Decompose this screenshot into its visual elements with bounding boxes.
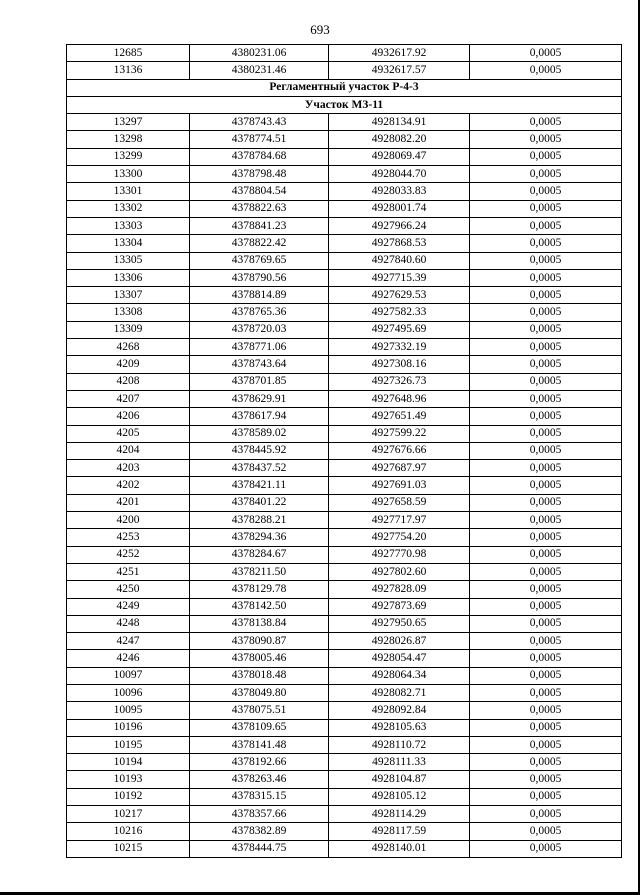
- table-row: [67, 840, 622, 857]
- point-number-cell: 13299: [67, 148, 190, 165]
- x-coordinate-cell: 4378294.36: [190, 529, 329, 546]
- x-coordinate-cell: 4378005.46: [190, 650, 329, 667]
- x-coordinate-cell: 4378804.54: [190, 183, 329, 200]
- point-number-cell: 4247: [67, 633, 190, 650]
- x-coordinate-cell: 4378444.75: [190, 840, 329, 857]
- y-coordinate-cell: 4927629.53: [329, 287, 470, 304]
- y-coordinate-cell: 4927495.69: [329, 321, 470, 338]
- value-cell: 0,0005: [470, 650, 622, 667]
- value-cell: 0,0005: [470, 45, 622, 62]
- table-main-rows: [67, 114, 622, 858]
- x-coordinate-cell: 4378589.02: [190, 425, 329, 442]
- value-cell: 0,0005: [470, 563, 622, 580]
- point-number-cell: 13308: [67, 304, 190, 321]
- y-coordinate-cell: 4927966.24: [329, 217, 470, 234]
- x-coordinate-cell: 4378192.66: [190, 754, 329, 771]
- table-row: [67, 494, 622, 511]
- section-title: Регламентный участок Р-4-3: [67, 79, 622, 96]
- value-cell: 0,0005: [470, 217, 622, 234]
- table-row: [67, 546, 622, 563]
- point-number-cell: 4249: [67, 598, 190, 615]
- y-coordinate-cell: 4928105.12: [329, 788, 470, 805]
- table-row: [67, 390, 622, 407]
- point-number-cell: 13303: [67, 217, 190, 234]
- point-number-cell: 4205: [67, 425, 190, 442]
- value-cell: 0,0005: [470, 373, 622, 390]
- value-cell: 0,0005: [470, 183, 622, 200]
- value-cell: 0,0005: [470, 408, 622, 425]
- x-coordinate-cell: 4378784.68: [190, 148, 329, 165]
- point-number-cell: 10215: [67, 840, 190, 857]
- point-number-cell: 13300: [67, 166, 190, 183]
- point-number-cell: 10096: [67, 684, 190, 701]
- point-number-cell: 10195: [67, 736, 190, 753]
- y-coordinate-cell: 4927332.19: [329, 339, 470, 356]
- x-coordinate-cell: 4378701.85: [190, 373, 329, 390]
- x-coordinate-cell: 4378769.65: [190, 252, 329, 269]
- point-number-cell: 4202: [67, 477, 190, 494]
- y-coordinate-cell: 4928104.87: [329, 771, 470, 788]
- table-row: [67, 598, 622, 615]
- y-coordinate-cell: 4928082.20: [329, 131, 470, 148]
- y-coordinate-cell: 4927687.97: [329, 460, 470, 477]
- point-number-cell: 4201: [67, 494, 190, 511]
- y-coordinate-cell: 4927840.60: [329, 252, 470, 269]
- table-row: [67, 771, 622, 788]
- table-row: [67, 148, 622, 165]
- subsection-title: Участок МЗ-11: [67, 96, 622, 113]
- y-coordinate-cell: 4928044.70: [329, 166, 470, 183]
- table-row: [67, 684, 622, 701]
- x-coordinate-cell: 4378814.89: [190, 287, 329, 304]
- value-cell: 0,0005: [470, 736, 622, 753]
- x-coordinate-cell: 4378138.84: [190, 615, 329, 632]
- x-coordinate-cell: 4378445.92: [190, 442, 329, 459]
- x-coordinate-cell: 4378720.03: [190, 321, 329, 338]
- table-row: [67, 425, 622, 442]
- table-row: [67, 339, 622, 356]
- point-number-cell: 13136: [67, 62, 190, 79]
- value-cell: 0,0005: [470, 460, 622, 477]
- value-cell: 0,0005: [470, 166, 622, 183]
- x-coordinate-cell: 4378288.21: [190, 512, 329, 529]
- value-cell: 0,0005: [470, 840, 622, 857]
- point-number-cell: 13307: [67, 287, 190, 304]
- point-number-cell: 13298: [67, 131, 190, 148]
- point-number-cell: 4251: [67, 563, 190, 580]
- point-number-cell: 4248: [67, 615, 190, 632]
- y-coordinate-cell: 4932617.57: [329, 62, 470, 79]
- y-coordinate-cell: 4928111.33: [329, 754, 470, 771]
- page-number: 693: [310, 22, 330, 37]
- y-coordinate-cell: 4927754.20: [329, 529, 470, 546]
- x-coordinate-cell: 4378263.46: [190, 771, 329, 788]
- table-row: [67, 114, 622, 131]
- y-coordinate-cell: 4928140.01: [329, 840, 470, 857]
- point-number-cell: 10217: [67, 806, 190, 823]
- table-row: [67, 581, 622, 598]
- x-coordinate-cell: 4378211.50: [190, 563, 329, 580]
- y-coordinate-cell: 4928064.34: [329, 667, 470, 684]
- table-row: [67, 408, 622, 425]
- value-cell: 0,0005: [470, 477, 622, 494]
- value-cell: 0,0005: [470, 252, 622, 269]
- value-cell: 0,0005: [470, 823, 622, 840]
- point-number-cell: 13302: [67, 200, 190, 217]
- table-row: [67, 702, 622, 719]
- y-coordinate-cell: 4927717.97: [329, 512, 470, 529]
- table-row: [67, 719, 622, 736]
- value-cell: 0,0005: [470, 200, 622, 217]
- point-number-cell: 4203: [67, 460, 190, 477]
- table-row: [67, 62, 622, 79]
- table-row: [67, 287, 622, 304]
- table-row: [67, 477, 622, 494]
- table-row: [67, 460, 622, 477]
- table-row: [67, 615, 622, 632]
- value-cell: 0,0005: [470, 771, 622, 788]
- x-coordinate-cell: 4378049.80: [190, 684, 329, 701]
- coordinates-table: [66, 44, 622, 858]
- y-coordinate-cell: 4928069.47: [329, 148, 470, 165]
- x-coordinate-cell: 4378142.50: [190, 598, 329, 615]
- x-coordinate-cell: 4378743.64: [190, 356, 329, 373]
- y-coordinate-cell: 4927651.49: [329, 408, 470, 425]
- x-coordinate-cell: 4378774.51: [190, 131, 329, 148]
- y-coordinate-cell: 4927691.03: [329, 477, 470, 494]
- table-row: [67, 754, 622, 771]
- table-row: [67, 200, 622, 217]
- section-row: [67, 79, 622, 96]
- value-cell: 0,0005: [470, 269, 622, 286]
- y-coordinate-cell: 4927326.73: [329, 373, 470, 390]
- x-coordinate-cell: 4378790.56: [190, 269, 329, 286]
- point-number-cell: 10194: [67, 754, 190, 771]
- point-number-cell: 10192: [67, 788, 190, 805]
- y-coordinate-cell: 4928092.84: [329, 702, 470, 719]
- x-coordinate-cell: 4378765.36: [190, 304, 329, 321]
- subsection-row: [67, 96, 622, 113]
- x-coordinate-cell: 4378141.48: [190, 736, 329, 753]
- y-coordinate-cell: 4928117.59: [329, 823, 470, 840]
- table-section-headers: [67, 79, 622, 114]
- value-cell: 0,0005: [470, 356, 622, 373]
- value-cell: 0,0005: [470, 114, 622, 131]
- y-coordinate-cell: 4927658.59: [329, 494, 470, 511]
- point-number-cell: 4206: [67, 408, 190, 425]
- table-row: [67, 45, 622, 62]
- point-number-cell: 10196: [67, 719, 190, 736]
- x-coordinate-cell: 4380231.46: [190, 62, 329, 79]
- value-cell: 0,0005: [470, 667, 622, 684]
- x-coordinate-cell: 4380231.06: [190, 45, 329, 62]
- y-coordinate-cell: 4928105.63: [329, 719, 470, 736]
- value-cell: 0,0005: [470, 425, 622, 442]
- table-row: [67, 166, 622, 183]
- y-coordinate-cell: 4927715.39: [329, 269, 470, 286]
- table-row: [67, 667, 622, 684]
- table-row: [67, 217, 622, 234]
- x-coordinate-cell: 4378075.51: [190, 702, 329, 719]
- point-number-cell: 13306: [67, 269, 190, 286]
- table-row: [67, 736, 622, 753]
- point-number-cell: 4250: [67, 581, 190, 598]
- table-row: [67, 373, 622, 390]
- x-coordinate-cell: 4378109.65: [190, 719, 329, 736]
- table-row: [67, 321, 622, 338]
- value-cell: 0,0005: [470, 806, 622, 823]
- x-coordinate-cell: 4378743.43: [190, 114, 329, 131]
- y-coordinate-cell: 4927770.98: [329, 546, 470, 563]
- table-row: [67, 304, 622, 321]
- point-number-cell: 4268: [67, 339, 190, 356]
- point-number-cell: 13301: [67, 183, 190, 200]
- y-coordinate-cell: 4927873.69: [329, 598, 470, 615]
- y-coordinate-cell: 4927868.53: [329, 235, 470, 252]
- x-coordinate-cell: 4378129.78: [190, 581, 329, 598]
- y-coordinate-cell: 4932617.92: [329, 45, 470, 62]
- table-row: [67, 823, 622, 840]
- point-number-cell: 4253: [67, 529, 190, 546]
- y-coordinate-cell: 4928026.87: [329, 633, 470, 650]
- y-coordinate-cell: 4927828.09: [329, 581, 470, 598]
- x-coordinate-cell: 4378822.42: [190, 235, 329, 252]
- table-row: [67, 512, 622, 529]
- point-number-cell: 4209: [67, 356, 190, 373]
- value-cell: 0,0005: [470, 287, 622, 304]
- point-number-cell: 13304: [67, 235, 190, 252]
- point-number-cell: 4204: [67, 442, 190, 459]
- value-cell: 0,0005: [470, 754, 622, 771]
- point-number-cell: 4252: [67, 546, 190, 563]
- table-row: [67, 131, 622, 148]
- x-coordinate-cell: 4378822.63: [190, 200, 329, 217]
- table-row: [67, 806, 622, 823]
- table-row: [67, 650, 622, 667]
- value-cell: 0,0005: [470, 512, 622, 529]
- y-coordinate-cell: 4928082.71: [329, 684, 470, 701]
- x-coordinate-cell: 4378617.94: [190, 408, 329, 425]
- x-coordinate-cell: 4378382.89: [190, 823, 329, 840]
- point-number-cell: 13305: [67, 252, 190, 269]
- x-coordinate-cell: 4378018.48: [190, 667, 329, 684]
- point-number-cell: 4207: [67, 390, 190, 407]
- y-coordinate-cell: 4928001.74: [329, 200, 470, 217]
- y-coordinate-cell: 4927950.65: [329, 615, 470, 632]
- value-cell: 0,0005: [470, 684, 622, 701]
- x-coordinate-cell: 4378841.23: [190, 217, 329, 234]
- x-coordinate-cell: 4378629.91: [190, 390, 329, 407]
- value-cell: 0,0005: [470, 581, 622, 598]
- x-coordinate-cell: 4378798.48: [190, 166, 329, 183]
- table-row: [67, 529, 622, 546]
- y-coordinate-cell: 4928054.47: [329, 650, 470, 667]
- x-coordinate-cell: 4378315.15: [190, 788, 329, 805]
- y-coordinate-cell: 4927802.60: [329, 563, 470, 580]
- value-cell: 0,0005: [470, 615, 622, 632]
- x-coordinate-cell: 4378421.11: [190, 477, 329, 494]
- value-cell: 0,0005: [470, 442, 622, 459]
- point-number-cell: 10216: [67, 823, 190, 840]
- x-coordinate-cell: 4378401.22: [190, 494, 329, 511]
- value-cell: 0,0005: [470, 304, 622, 321]
- value-cell: 0,0005: [470, 598, 622, 615]
- point-number-cell: 10095: [67, 702, 190, 719]
- value-cell: 0,0005: [470, 62, 622, 79]
- point-number-cell: 4246: [67, 650, 190, 667]
- x-coordinate-cell: 4378284.67: [190, 546, 329, 563]
- value-cell: 0,0005: [470, 702, 622, 719]
- table-row: [67, 235, 622, 252]
- y-coordinate-cell: 4928033.83: [329, 183, 470, 200]
- value-cell: 0,0005: [470, 633, 622, 650]
- x-coordinate-cell: 4378090.87: [190, 633, 329, 650]
- y-coordinate-cell: 4927308.16: [329, 356, 470, 373]
- value-cell: 0,0005: [470, 719, 622, 736]
- table-row: [67, 563, 622, 580]
- table-row: [67, 252, 622, 269]
- value-cell: 0,0005: [470, 339, 622, 356]
- table-row: [67, 788, 622, 805]
- value-cell: 0,0005: [470, 494, 622, 511]
- table-row: [67, 269, 622, 286]
- y-coordinate-cell: 4927676.66: [329, 442, 470, 459]
- point-number-cell: 10097: [67, 667, 190, 684]
- point-number-cell: 12685: [67, 45, 190, 62]
- x-coordinate-cell: 4378437.52: [190, 460, 329, 477]
- table-row: [67, 183, 622, 200]
- table-row: [67, 442, 622, 459]
- point-number-cell: 10193: [67, 771, 190, 788]
- point-number-cell: 13309: [67, 321, 190, 338]
- value-cell: 0,0005: [470, 235, 622, 252]
- value-cell: 0,0005: [470, 390, 622, 407]
- value-cell: 0,0005: [470, 546, 622, 563]
- x-coordinate-cell: 4378357.66: [190, 806, 329, 823]
- y-coordinate-cell: 4928114.29: [329, 806, 470, 823]
- value-cell: 0,0005: [470, 529, 622, 546]
- point-number-cell: 4200: [67, 512, 190, 529]
- value-cell: 0,0005: [470, 148, 622, 165]
- table-top-rows: [67, 45, 622, 80]
- value-cell: 0,0005: [470, 788, 622, 805]
- y-coordinate-cell: 4927648.96: [329, 390, 470, 407]
- value-cell: 0,0005: [470, 131, 622, 148]
- x-coordinate-cell: 4378771.06: [190, 339, 329, 356]
- point-number-cell: 4208: [67, 373, 190, 390]
- value-cell: 0,0005: [470, 321, 622, 338]
- point-number-cell: 13297: [67, 114, 190, 131]
- table-row: [67, 356, 622, 373]
- table-row: [67, 633, 622, 650]
- y-coordinate-cell: 4927599.22: [329, 425, 470, 442]
- y-coordinate-cell: 4927582.33: [329, 304, 470, 321]
- y-coordinate-cell: 4928110.72: [329, 736, 470, 753]
- y-coordinate-cell: 4928134.91: [329, 114, 470, 131]
